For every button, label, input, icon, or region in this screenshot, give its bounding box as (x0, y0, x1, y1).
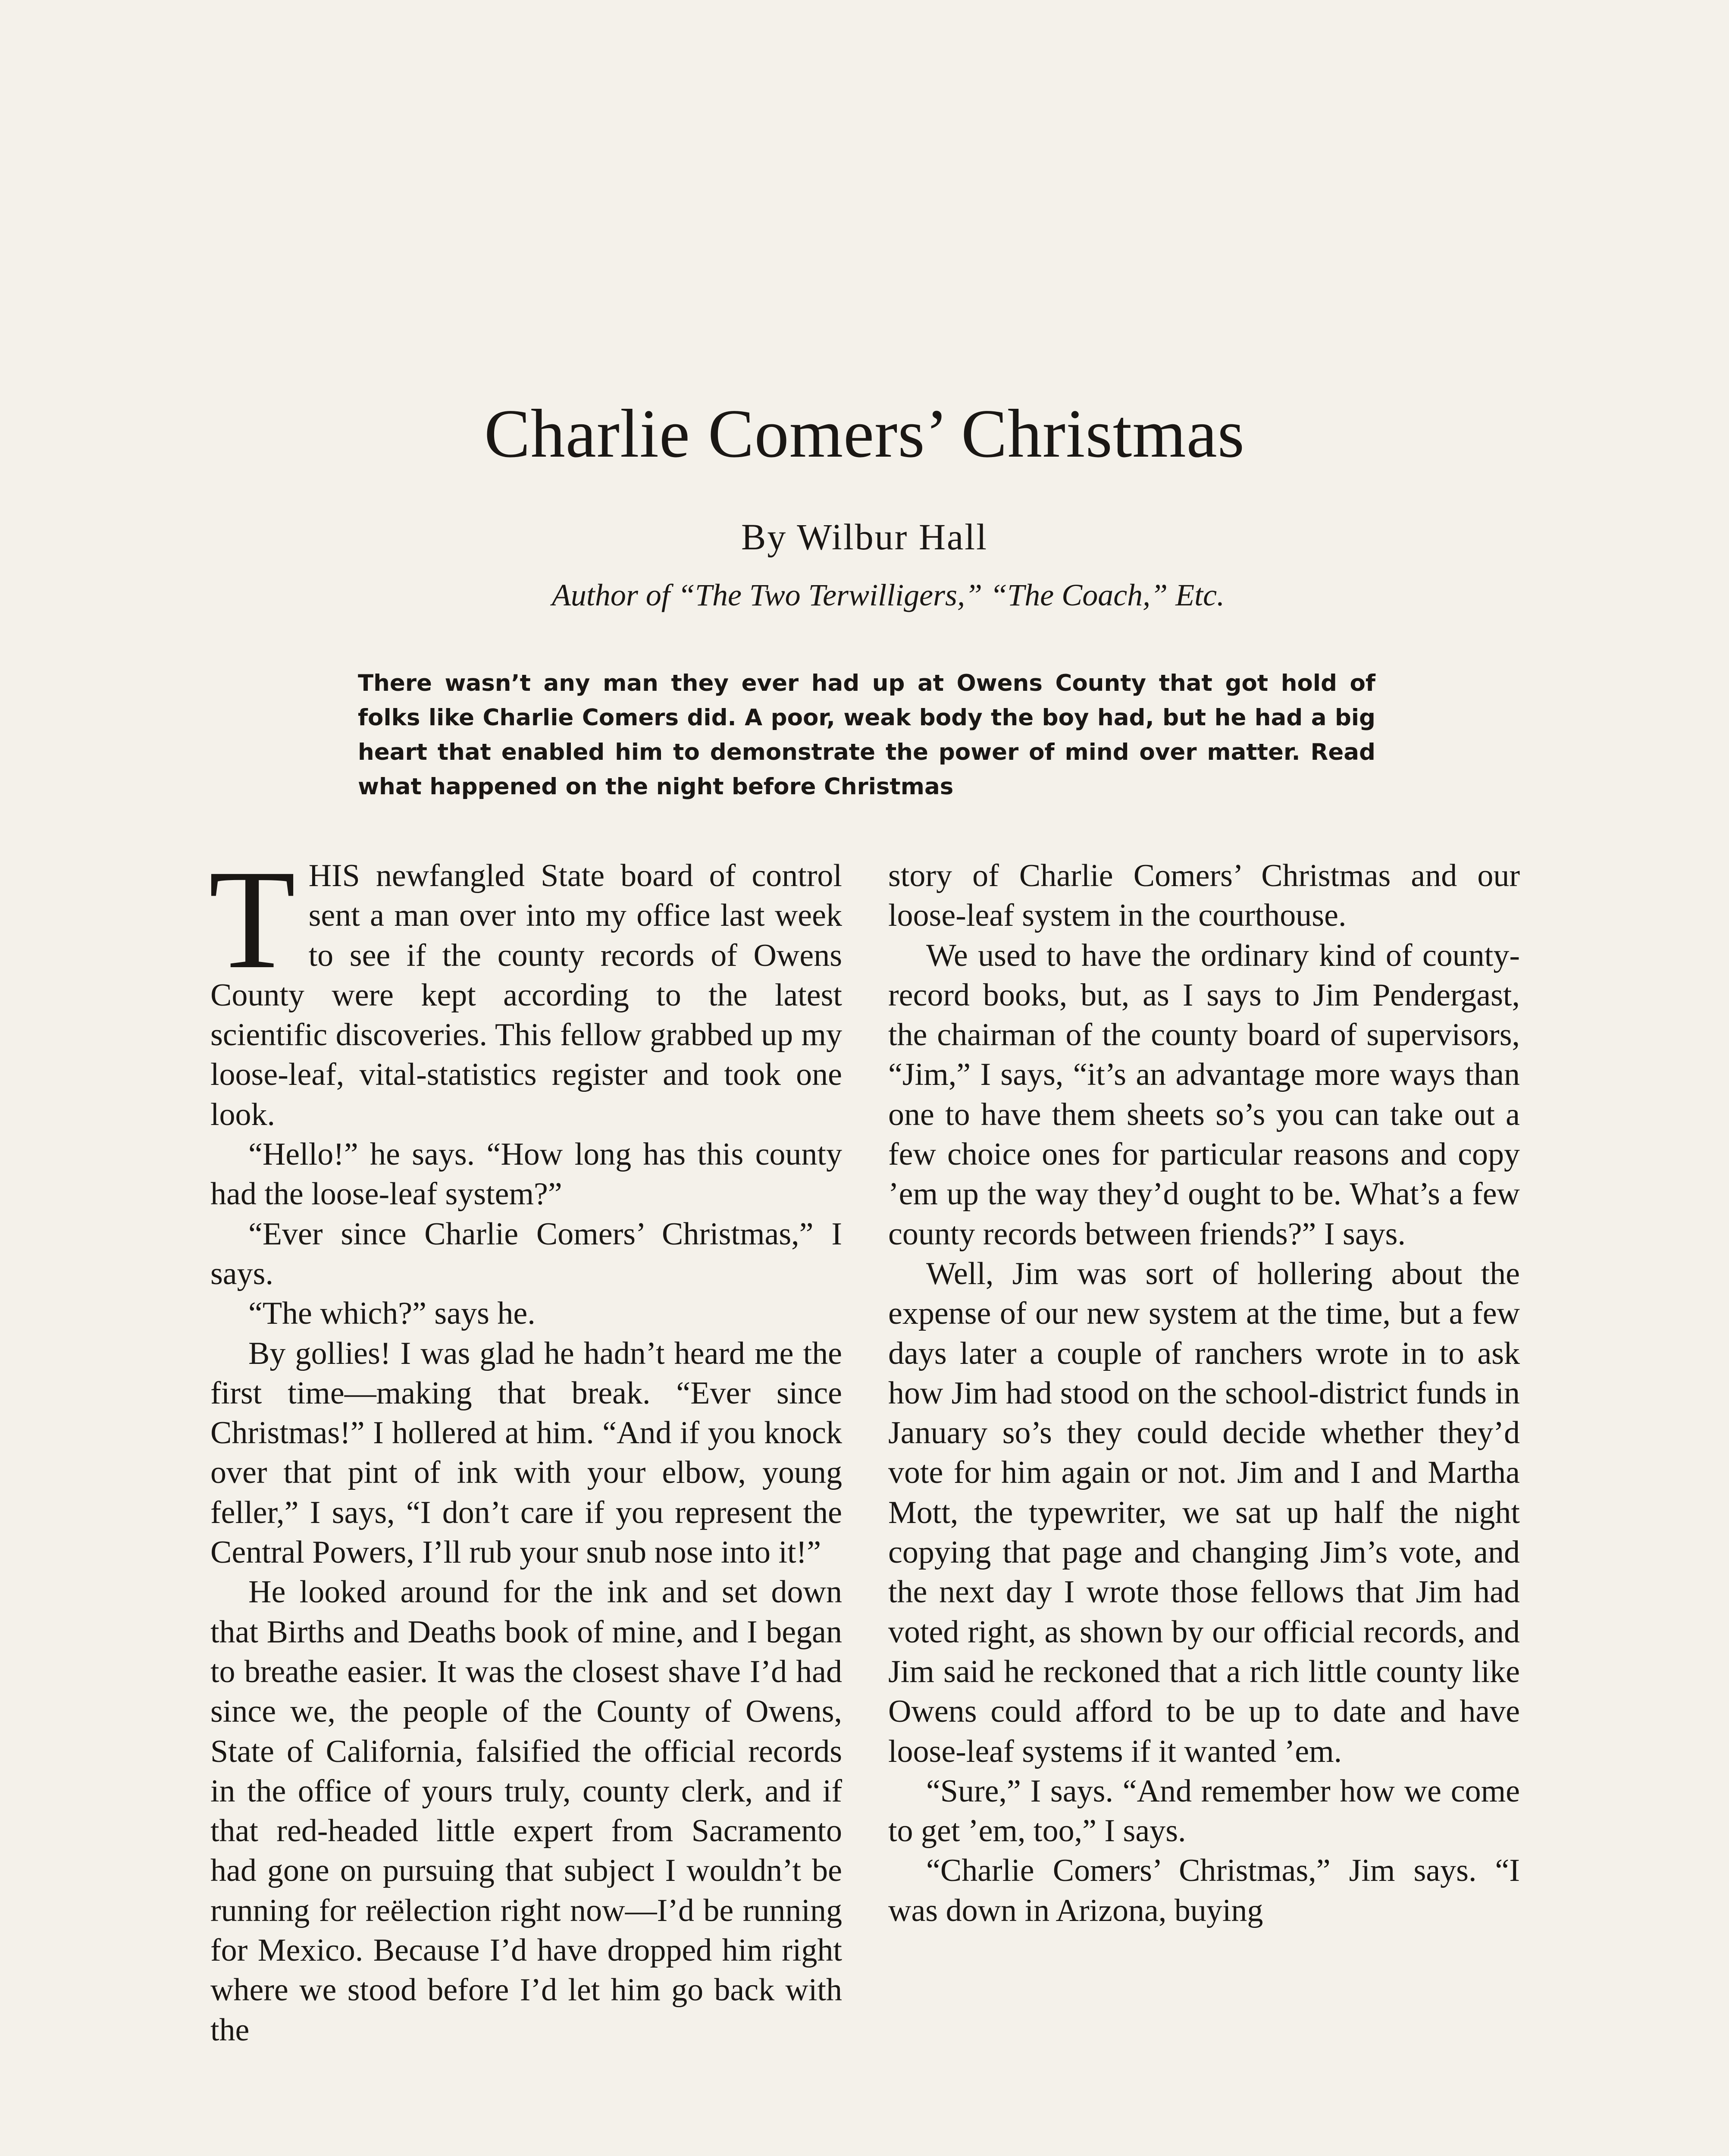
paragraph: “Ever since Charlie Comers’ Christmas,” I says. (210, 1216, 842, 1291)
paragraph (209, 841, 842, 1134)
paragraph: We used to have the ordinary kind of county-record books, but, as I says to Jim Pendergast, the chairman of the county board of supervisors, “Jim,” I says, “it’s an advantage more ways than one to have them sheets so’s you can take out a few choice ones for particular reasons and copy ’em up the way they’d ought to be. What’s a few county records between friends?” I says. (888, 937, 1520, 1252)
paragraph: “Sure,” I says. “And remember how we come to get ’em, too,” I says. (888, 1773, 1520, 1849)
article-teaser: There wasn’t any man they ever had up at Owens County that got hold of folks like Charlie Comers did. A poor, weak body the boy had, but he had a big heart that enabled him to demonstrate the power of mind over matter. Read what happened on the night before Christmas (358, 670, 1375, 800)
paragraph: He looked around for the ink and set down that Births and Deaths book of mine, and I began to breathe easier. It was the closest shave I’d had since we, the people of the County of Owens, State of California, falsified the official records in the office of yours truly, county clerk, and if that red-headed little expert from Sacramento had gone on pursuing that subject I wouldn’t be running for reëlection right now—I’d be running for Mexico. Because I’d have dropped him right where we stood before I’d let him go back with the (210, 1574, 842, 2048)
paragraph-text: HIS newfangled State board of control sent a man over into my office last week to see if the county records of Owens County were kept according to the latest scientific discoveries. This fellow grabbed up my loose-leaf, vital-statistics register and took one look. (210, 858, 842, 1132)
paragraph: story of Charlie Comers’ Christmas and our loose-leaf system in the courthouse. (888, 858, 1520, 934)
right-text-column (888, 856, 1520, 1930)
paragraph: By gollies! I was glad he hadn’t heard me the first time—making that break. “Ever since Christmas!” I hollered at him. “And if you knock over that pint of ink with your elbow, young feller,” I says, “I don’t care if you represent the Central Powers, I’ll rub your snub nose into it!” (210, 1335, 842, 1570)
left-text-column (209, 841, 842, 2050)
author-credits: Author of “The Two Terwilligers,” “The Coach,” Etc. (551, 578, 1225, 612)
paragraph: “Hello!” he says. “How long has this county had the loose-leaf system?” (210, 1137, 842, 1212)
paragraph: “The which?” says he. (248, 1296, 536, 1332)
article-byline: By Wilbur Hall (741, 516, 988, 558)
drop-cap: T (209, 841, 296, 998)
article-title: Charlie Comers’ Christmas (484, 395, 1245, 472)
paragraph: “Charlie Comers’ Christmas,” Jim says. “I was down in Arizona, buying (888, 1853, 1520, 1928)
paragraph: Well, Jim was sort of hollering about the expense of our new system at the time, but a few days later a couple of ranchers wrote in to ask how Jim had stood on the school-district funds in January so’s they could decide whether they’d vote for him again or not. Jim and I and Martha Mott, the typewriter, we sat up half the night copying that page and changing Jim’s vote, and the next day I wrote those fellows that Jim had voted right, as shown by our official records, and Jim said he reckoned that a rich little county like Owens could afford to be up to date and have loose-leaf systems if it wanted ’em. (888, 1256, 1520, 1769)
